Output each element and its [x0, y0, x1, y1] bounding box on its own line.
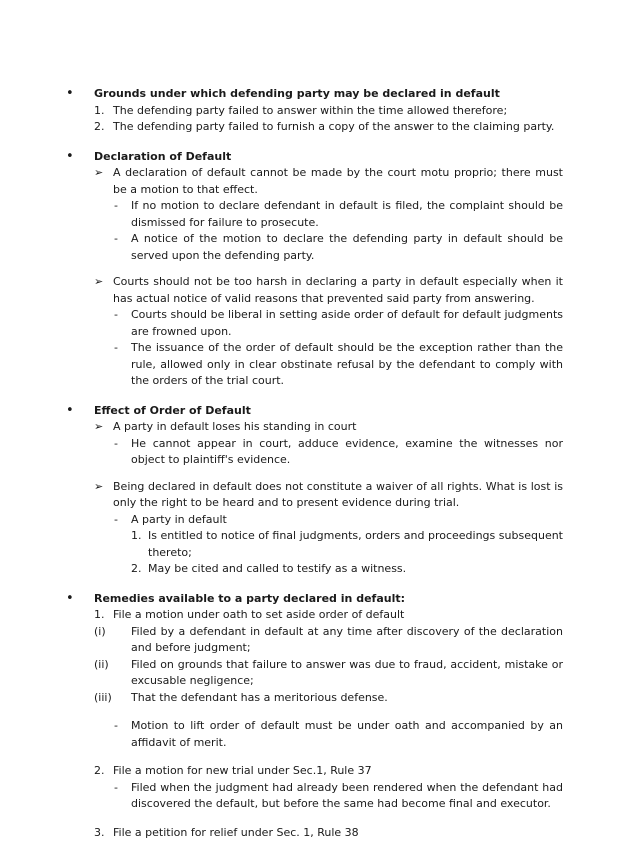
dash-marker: -	[114, 719, 118, 732]
numbered-item	[0, 607, 638, 624]
dash-marker: -	[114, 512, 118, 526]
bullet-icon: •	[66, 148, 74, 164]
item-text: He cannot appear in court, adduce evidence, examine the witnesses nor object to plaintiff's evidence.	[131, 436, 563, 466]
item-text: A party in default loses his standing in court	[113, 420, 357, 433]
arrow-bullet-icon: ➢	[94, 166, 104, 179]
item-text: Filed when the judgment had already been rendered when the defendant had discovered the default, but before the same had become final and executor.	[131, 780, 563, 810]
item-number: 1.	[94, 608, 105, 621]
item-text: Courts should not be too harsh in declaring a party in default especially when it has actual notice of valid reasons that prevented said party from answering.	[113, 275, 563, 305]
arrow-item	[0, 165, 638, 198]
dash-item	[0, 718, 638, 751]
roman-item	[0, 690, 638, 707]
item-text: Is entitled to notice of final judgments, orders and proceedings subsequent thereto;	[148, 529, 563, 559]
arrow-item	[0, 419, 638, 436]
dash-item	[0, 231, 638, 264]
section-declaration	[0, 149, 638, 390]
dash-marker: -	[114, 780, 118, 794]
item-number: 2.	[94, 120, 105, 133]
arrow-item	[0, 274, 638, 307]
item-number: 2.	[131, 562, 142, 575]
item-text: A party in default	[131, 512, 227, 526]
dash-item	[0, 198, 638, 231]
item-text: May be cited and called to testify as a witness.	[148, 562, 407, 575]
item-text: Courts should be liberal in setting aside order of default for default judgments are frowned upon.	[131, 308, 563, 338]
item-text: File a motion for new trial under Sec.1, Rule 37	[113, 764, 372, 777]
section-heading: Grounds under which defending party may be declared in default	[94, 87, 500, 100]
bullet-icon: •	[66, 86, 74, 101]
arrow-bullet-icon: ➢	[94, 275, 104, 288]
section-heading: Effect of Order of Default	[94, 403, 251, 417]
numbered-item	[0, 561, 638, 578]
dash-marker: -	[114, 199, 118, 212]
item-text: If no motion to declare defendant in default is filed, the complaint should be dismissed for failure to prosecute.	[131, 199, 563, 229]
dash-item	[0, 780, 638, 813]
numbered-item	[0, 119, 638, 136]
numbered-item	[0, 825, 638, 842]
item-number: 3.	[94, 825, 105, 839]
dash-item	[0, 340, 638, 390]
document-page	[0, 86, 638, 854]
item-number: 2.	[94, 764, 105, 777]
roman-item	[0, 657, 638, 690]
item-text: The defending party failed to answer within the time allowed therefore;	[113, 103, 508, 117]
dash-item	[0, 307, 638, 340]
arrow-item	[0, 479, 638, 512]
bullet-icon: •	[66, 402, 74, 418]
item-text: Motion to lift order of default must be under oath and accompanied by an affidavit of merit.	[131, 719, 563, 749]
arrow-bullet-icon: ➢	[94, 420, 104, 433]
dash-item	[0, 436, 638, 469]
item-text: The issuance of the order of default should be the exception rather than the rule, allowed only in clear obstinate refusal by the defendant to comply with the orders of the trial court.	[131, 341, 563, 387]
item-text: That the defendant has a meritorious defense.	[131, 690, 388, 704]
item-text: File a motion under oath to set aside order of default	[113, 608, 405, 621]
item-text: Being declared in default does not constitute a waiver of all rights. What is lost is only the right to be heard and to present evidence during trial.	[113, 479, 563, 509]
section-remedies	[0, 591, 638, 842]
item-number: 1.	[94, 103, 105, 117]
numbered-item	[0, 103, 638, 120]
dash-item	[0, 512, 638, 529]
dash-marker: -	[114, 308, 118, 321]
numbered-item	[0, 763, 638, 780]
item-text: File a petition for relief under Sec. 1, Rule 38	[113, 825, 359, 839]
item-text: Filed by a defendant in default at any time after discovery of the declaration and before judgment;	[131, 624, 563, 654]
dash-marker: -	[114, 341, 118, 354]
section-effect	[0, 403, 638, 578]
dash-marker: -	[114, 436, 118, 450]
section-heading: Remedies available to a party declared in default:	[94, 591, 405, 605]
section-heading: Declaration of Default	[94, 149, 232, 163]
item-text: Filed on grounds that failure to answer was due to fraud, accident, mistake or excusable negligence;	[131, 657, 563, 687]
section-grounds	[0, 86, 638, 136]
dash-marker: -	[114, 232, 118, 245]
bullet-icon: •	[66, 590, 74, 606]
numbered-item	[0, 528, 638, 561]
item-text: A notice of the motion to declare the defending party in default should be served upon the defending party.	[131, 232, 563, 262]
roman-item	[0, 624, 638, 657]
roman-numeral: (ii)	[94, 657, 109, 671]
roman-numeral: (i)	[94, 624, 106, 638]
arrow-bullet-icon: ➢	[94, 479, 104, 493]
item-text: The defending party failed to furnish a copy of the answer to the claiming party.	[113, 120, 555, 133]
item-number: 1.	[131, 529, 142, 542]
item-text: A declaration of default cannot be made by the court motu proprio; there must be a motion to that effect.	[113, 166, 563, 196]
roman-numeral: (iii)	[94, 690, 112, 704]
